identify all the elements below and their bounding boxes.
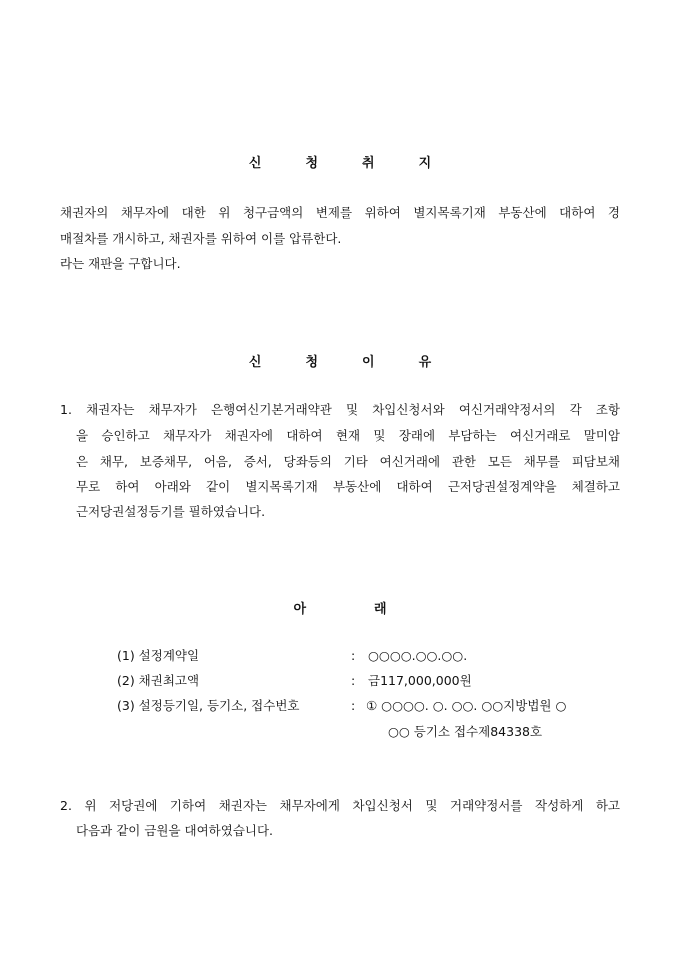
heading-below: [0, 598, 680, 617]
heading-char: 청: [305, 355, 318, 370]
heading-application-purpose: [0, 152, 680, 171]
reason-item2-line-1: 2. 위 저당권에 기하여 채권자는 채무자에게 차입신청서 및 거래약정서를 작성하게 하고: [60, 798, 620, 813]
detail-colon: :: [351, 648, 356, 663]
purpose-line-3: 라는 재판을 구합니다.: [60, 256, 181, 271]
heading-char: 신: [248, 156, 262, 171]
reason-line-3: 은 채무, 보증채무, 어음, 증서, 당좌등의 기타 여신거래에 관한 모든 채무를 피담보채: [76, 454, 620, 469]
reason-line-2: 을 승인하고 채무자가 채권자에 대하여 현재 및 장래에 부담하는 여신거래로 말미암: [76, 428, 620, 443]
detail-label-max-amount: (2) 채권최고액: [117, 673, 200, 688]
reason-line-4: 무로 하여 아래와 같이 별지목록기재 부동산에 대하여 근저당권설정계약을 체결하고: [76, 479, 620, 494]
reason-line-1: 1. 채권자는 채무자가 은행여신기본거래약관 및 차입신청서와 여신거래약정서의 각 조항: [60, 402, 620, 417]
detail-label-registration: (3) 설정등기일, 등기소, 접수번호: [117, 698, 300, 713]
reason-line-5: 근저당권설정등기를 필하였습니다.: [76, 504, 266, 519]
detail-value-registration: ① ○○○○. ○. ○○. ○○지방법원 ○: [366, 698, 567, 713]
purpose-line-2: 매절차를 개시하고, 채권자를 위하여 이를 압류한다.: [60, 231, 342, 246]
detail-value-max-amount: 금117,000,000원: [368, 673, 472, 688]
detail-colon: :: [351, 673, 356, 688]
detail-colon: :: [351, 698, 356, 713]
heading-application-reason: [0, 351, 680, 370]
heading-char: 신: [248, 355, 262, 370]
reason-item2-line-2: 다음과 같이 금원을 대여하였습니다.: [76, 823, 274, 838]
heading-char: 취: [362, 156, 375, 171]
heading-char: 청: [305, 156, 318, 171]
detail-value-contract-date: ○○○○.○○.○○.: [368, 648, 468, 663]
heading-char: 아: [293, 602, 306, 617]
detail-label-contract-date: (1) 설정계약일: [117, 648, 200, 663]
heading-char: 래: [374, 602, 387, 617]
heading-char: 유: [418, 355, 432, 370]
purpose-line-1: 채권자의 채무자에 대한 위 청구금액의 변제를 위하여 별지목록기재 부동산에 대하여 경: [60, 205, 620, 220]
heading-char: 이: [362, 355, 375, 370]
heading-char: 지: [418, 156, 432, 171]
detail-value-registration-cont: ○○ 등기소 접수제84338호: [388, 724, 543, 739]
